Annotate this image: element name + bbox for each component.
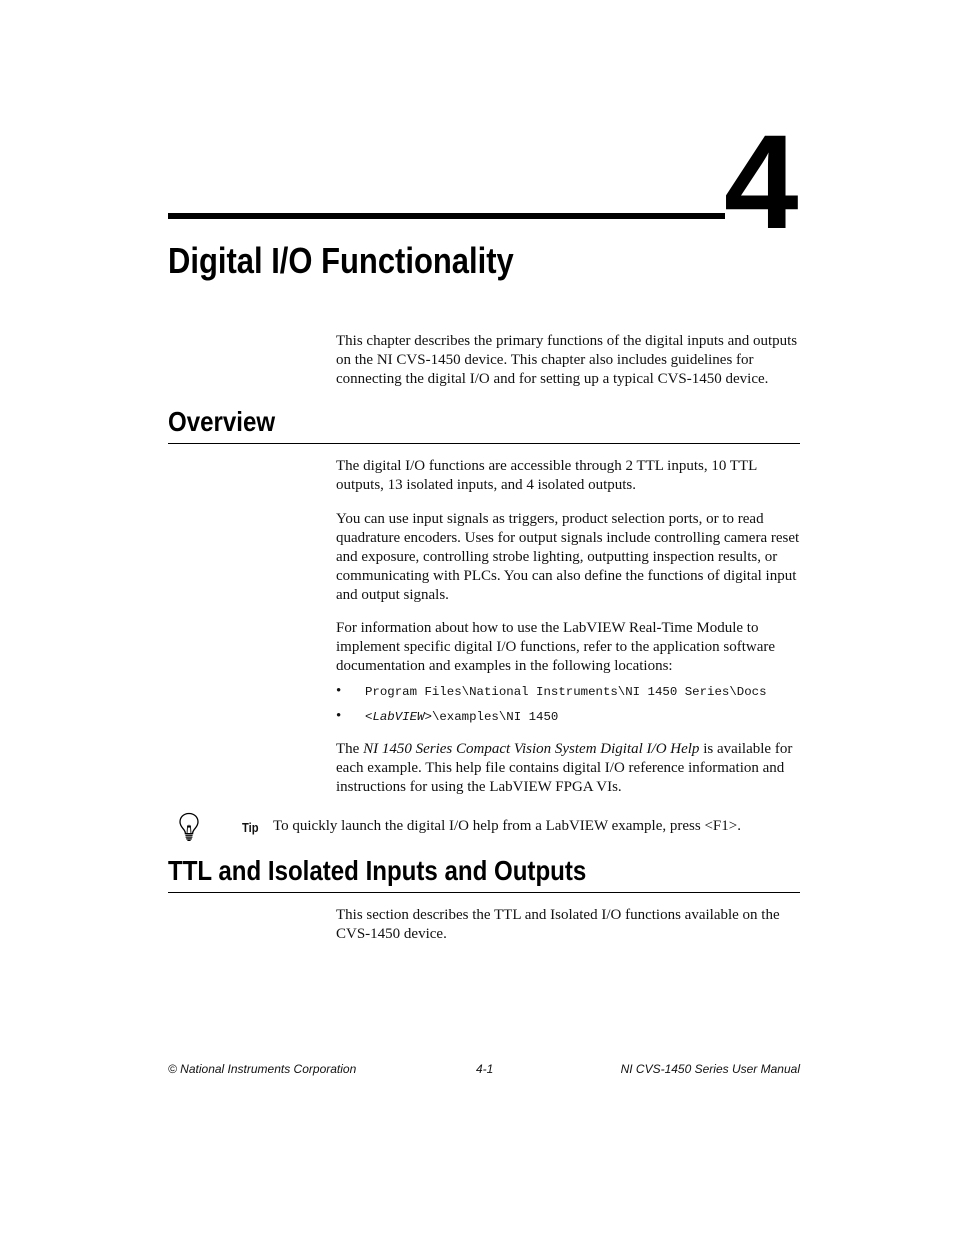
lightbulb-icon: [178, 812, 200, 842]
overview-paragraph-4: [336, 740, 802, 797]
overview-rule: [168, 443, 800, 444]
overview-paragraph-3: For information about how to use the LabVIEW Real-Time Module to implement specific digital I/O functions, refer to the application software documentation and examples in the following locations:: [336, 620, 776, 674]
examples-path: [365, 708, 558, 727]
bullet-marker: •: [336, 708, 342, 724]
overview-heading: Overview: [168, 406, 276, 437]
overview-paragraph-2: You can use input signals as triggers, product selection ports, or to read quadrature encoders. Uses for output signals include controlling camera reset and exposure, controlling strobe lighting, outputting inspection results, or communicating with PLCs. You can also define the functions of digital input and output signals.: [336, 511, 800, 603]
p4-rest: is available for each example. This help file contains digital I/O reference information and instructions for using the LabVIEW FPGA VIs.: [336, 741, 793, 795]
path-rest: \examples\NI 1450: [431, 710, 559, 724]
chapter-title: Digital I/O Functionality: [168, 240, 514, 281]
list-item: [336, 682, 806, 702]
intro-paragraph: This chapter describes the primary functions of the digital inputs and outputs on the NI CVS-1450 device. This chapter also includes guidelines for connecting the digital I/O and for setting up a typical CVS-1450 device.: [336, 333, 798, 387]
tip-label: Tip: [242, 820, 259, 835]
footer-page-number: 4-1: [476, 1062, 494, 1076]
ttl-section-paragraph: This section describes the TTL and Isolated I/O functions available on the CVS-1450 device.: [336, 907, 780, 942]
footer-manual-title: NI CVS-1450 Series User Manual: [620, 1062, 800, 1076]
p4-lead: The: [336, 741, 364, 757]
bullet-marker: •: [336, 683, 342, 699]
overview-paragraph-1: The digital I/O functions are accessible through 2 TTL inputs, 10 TTL outputs, 13 isolated inputs, and 4 isolated outputs.: [336, 458, 757, 493]
path-open: <: [365, 710, 373, 724]
chapter-number: 4: [724, 108, 797, 257]
path-labview: LabVIEW: [372, 710, 425, 724]
ttl-section-heading: TTL and Isolated Inputs and Outputs: [168, 855, 587, 886]
footer-copyright: © National Instruments Corporation: [168, 1062, 357, 1076]
tip-text: To quickly launch the digital I/O help from a LabVIEW example, press <F1>.: [273, 818, 741, 834]
ttl-section-rule: [168, 892, 800, 893]
list-item: [336, 707, 806, 727]
chapter-rule: [168, 213, 725, 219]
docs-path: Program Files\National Instruments\NI 1450 Series\Docs: [365, 685, 767, 699]
help-title: NI 1450 Series Compact Vision System Digital I/O Help: [363, 741, 700, 757]
path-close: >: [424, 710, 432, 724]
